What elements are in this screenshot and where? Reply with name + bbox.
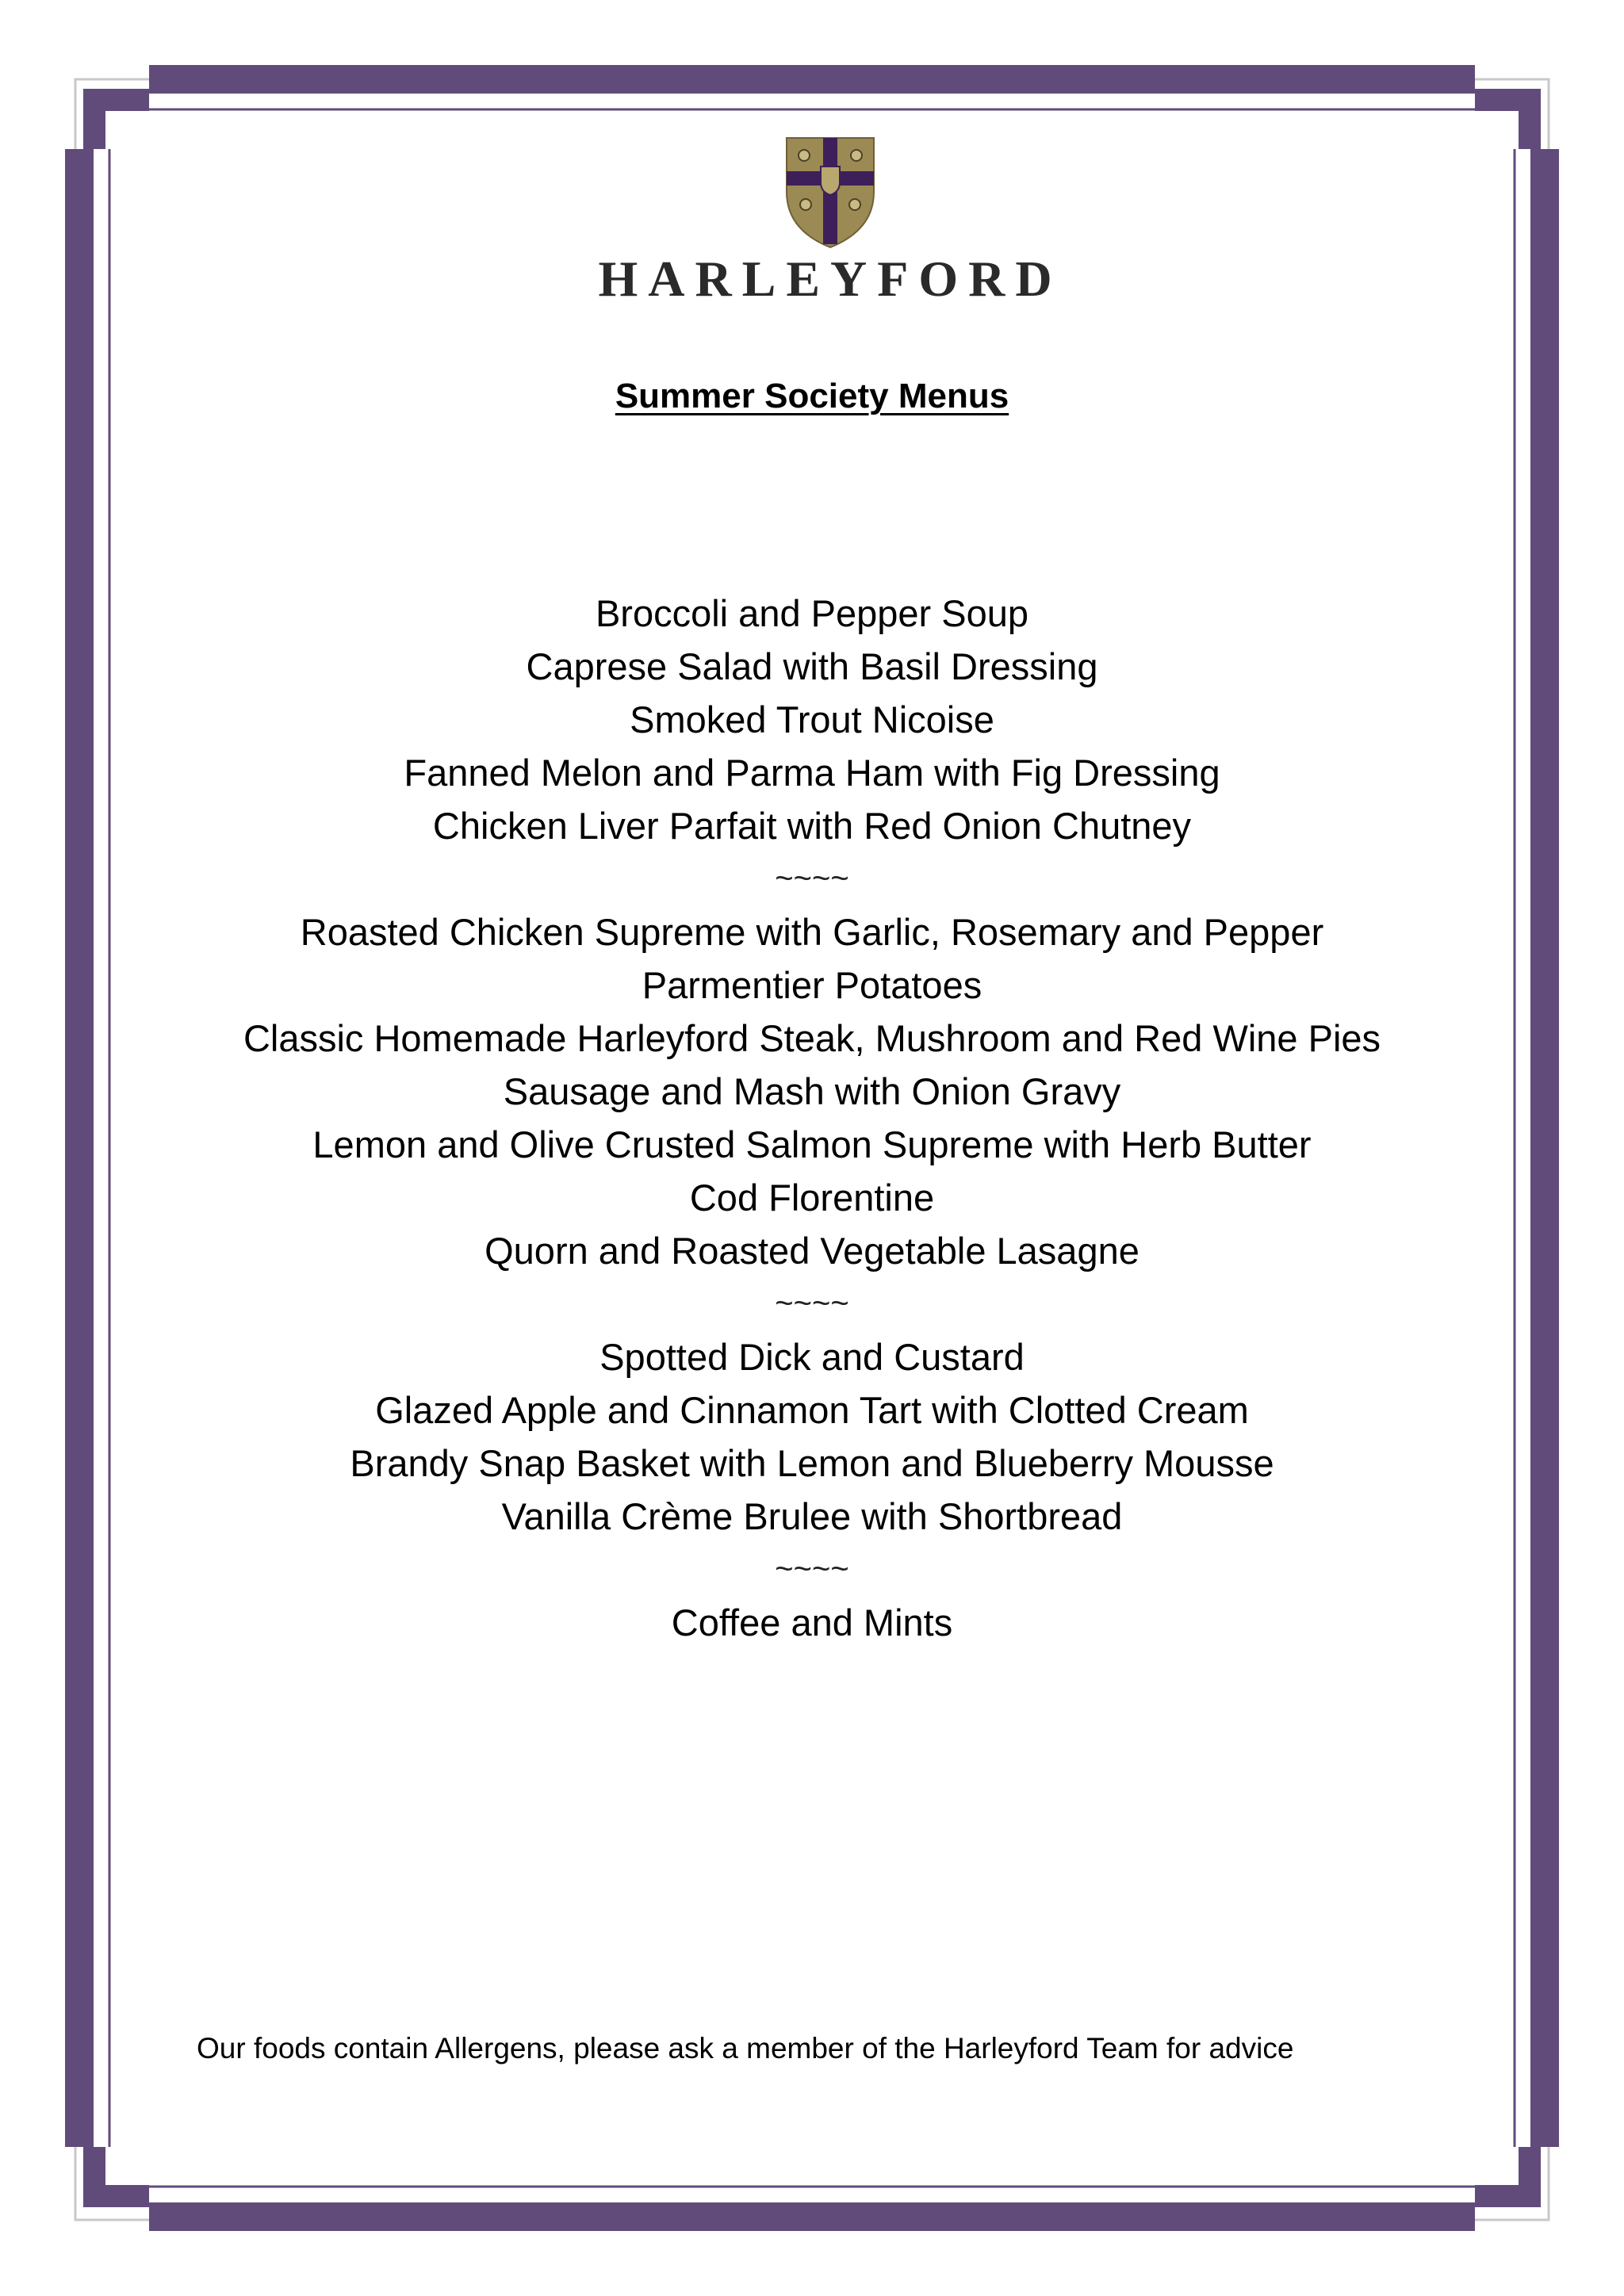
dessert-item: Spotted Dick and Custard: [599, 1336, 1025, 1378]
dessert-item: Brandy Snap Basket with Lemon and Blueberry Mousse: [350, 1442, 1274, 1484]
course-separator: ~~~~: [775, 861, 849, 896]
starter-item: Smoked Trout Nicoise: [630, 698, 994, 740]
main-item: Classic Homemade Harleyford Steak, Mushroom and Red Wine Pies: [243, 1017, 1381, 1059]
allergen-note: Our foods contain Allergens, please ask a member of the Harleyford Team for advice: [197, 2032, 1294, 2064]
starter-item: Broccoli and Pepper Soup: [595, 592, 1029, 634]
main-item: Quorn and Roasted Vegetable Lasagne: [485, 1230, 1139, 1272]
logo-wordmark: HARLEYFORD: [598, 251, 1063, 307]
main-item: Lemon and Olive Crusted Salmon Supreme with Herb Butter: [312, 1123, 1312, 1165]
course-separator: ~~~~: [775, 1286, 849, 1321]
starter-item: Caprese Salad with Basil Dressing: [526, 645, 1098, 687]
page-title: Summer Society Menus: [615, 377, 1009, 415]
main-item: Sausage and Mash with Onion Gravy: [503, 1070, 1121, 1112]
main-item: Parmentier Potatoes: [642, 964, 982, 1006]
dessert-item: Glazed Apple and Cinnamon Tart with Clotted Cream: [375, 1389, 1249, 1431]
starter-item: Fanned Melon and Parma Ham with Fig Dressing: [404, 752, 1220, 794]
main-item: Roasted Chicken Supreme with Garlic, Rosemary and Pepper: [300, 911, 1324, 953]
crest-icon: [596, 136, 1064, 255]
starter-item: Chicken Liver Parfait with Red Onion Chutney: [432, 805, 1192, 847]
harleyford-logo: [596, 136, 1064, 316]
menu-list: [0, 587, 1624, 1649]
main-item: Cod Florentine: [689, 1177, 935, 1219]
finish-item: Coffee and Mints: [671, 1601, 953, 1644]
course-separator: ~~~~: [775, 1552, 849, 1586]
dessert-item: Vanilla Crème Brulee with Shortbread: [501, 1495, 1123, 1537]
